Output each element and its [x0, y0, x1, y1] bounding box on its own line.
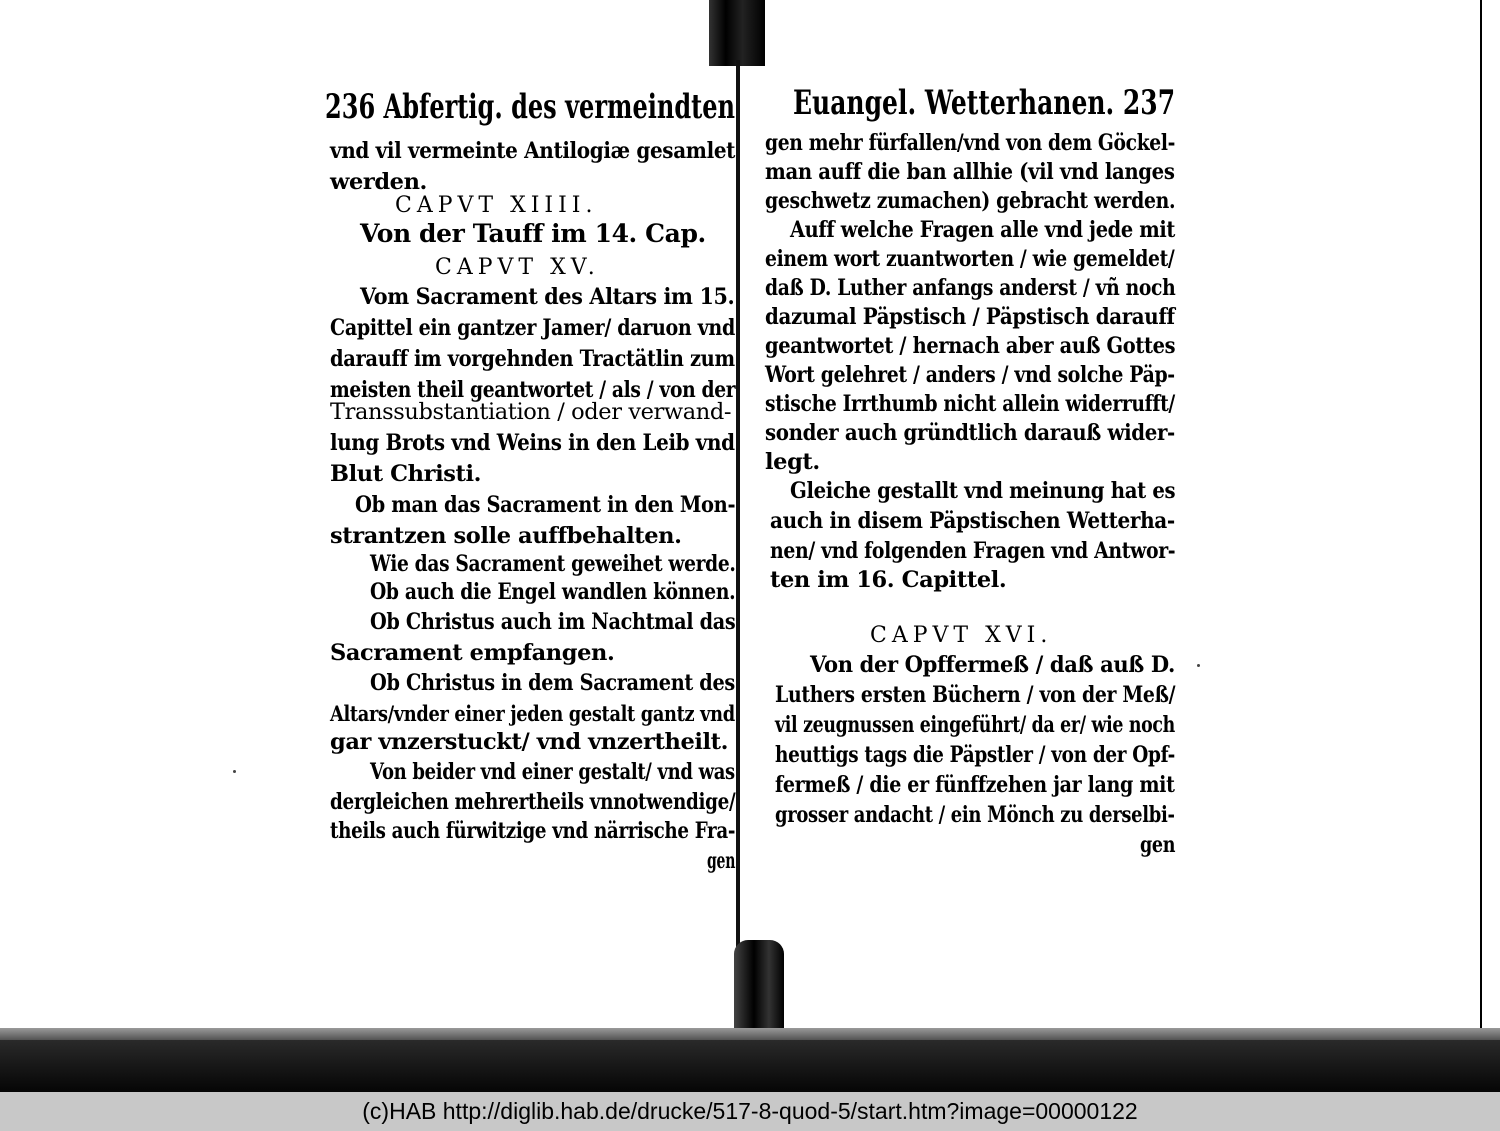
text-line: geantwortet / hernach aber auß Gottes [765, 333, 1176, 359]
scan-shadow [0, 1040, 1500, 1092]
text-line: Vom Sacrament des Altars im 15. [360, 284, 735, 310]
text-line: werden. [330, 169, 427, 195]
text-line: auch in disem Päpstischen Wetterha- [770, 508, 1175, 534]
text-line: einem wort zuantworten / wie gemeldet/ [765, 246, 1175, 272]
text-line: gen mehr fürfallen/vnd von dem Göckel- [765, 130, 1176, 156]
text-line: stische Irrthumb nicht allein widerrufft/ [765, 391, 1175, 417]
text-line: Ob man das Sacrament in den Mon- [355, 492, 736, 518]
text-line: Capittel ein gantzer Jamer/ daruon vnd [330, 315, 735, 341]
page-header: Euangel. Wetterhanen. 237 [793, 83, 1176, 123]
text-line: Gleiche gestallt vnd meinung hat es [790, 478, 1176, 504]
source-caption: (c)HAB http://diglib.hab.de/drucke/517-8-quod-5/start.htm?image=00000122 [0, 1092, 1500, 1131]
text-line: heuttigs tags die Päpstler / von der Opf- [775, 742, 1175, 768]
text-line: Altars/vnder einer jeden gestalt gantz vnd [330, 701, 735, 726]
scan-speck [233, 770, 236, 773]
text-line: man auff die ban allhie (vil vnd langes [765, 159, 1175, 185]
text-line: nen/ vnd folgenden Fragen vnd Antwor- [770, 538, 1176, 564]
text-line: Ob Christus auch im Nachtmal das [370, 609, 736, 635]
text-line: gar vnzerstuckt/ vnd vnzertheilt. [330, 729, 729, 755]
text-line: legt. [765, 449, 820, 475]
chapter-heading: CAPVT XVI. [870, 623, 1053, 648]
text-line: dazumal Päpstisch / Päpstisch darauff [765, 304, 1175, 330]
text-line: Transsubstantiation / oder verwand- [330, 399, 732, 425]
text-line: Wort gelehret / anders / vnd solche Päp- [765, 362, 1175, 388]
catchword: gen [1140, 832, 1176, 858]
text-line: vil zeugnussen eingeführt/ da er/ wie noch [775, 712, 1175, 738]
chapter-heading: CAPVT XV. [435, 255, 600, 280]
text-line: daß D. Luther anfangs anderst / vñ noch [765, 275, 1176, 301]
page-header: 236 Abfertig. des vermeindten [325, 87, 736, 127]
text-line: Von beider vnd einer gestalt/ vnd was [370, 759, 735, 785]
text-line: lung Brots vnd Weins in den Leib vnd [330, 430, 735, 456]
page-edge [1480, 0, 1500, 1040]
text-line: darauff im vorgehnden Tractätlin zum [330, 346, 735, 372]
text-line: Ob auch die Engel wandlen können. [370, 579, 736, 605]
chapter-heading: CAPVT XIIII. [395, 193, 598, 218]
text-line: Ob Christus in dem Sacrament des [370, 670, 735, 696]
text-line: Sacrament empfangen. [330, 640, 615, 666]
text-line: geschwetz zumachen) gebracht werden. [765, 188, 1176, 214]
text-line: Wie das Sacrament geweihet werde. [370, 551, 736, 577]
text-line: vnd vil vermeinte Antilogiæ gesamlet [330, 138, 736, 164]
chapter-title: Von der Tauff im 14. Cap. [360, 219, 706, 248]
text-line: ten im 16. Capittel. [770, 567, 1007, 593]
text-line: Auff welche Fragen alle vnd jede mit [790, 217, 1176, 243]
scan-speck [1197, 664, 1200, 667]
text-line: meisten theil geantwortet / als / von der [330, 377, 736, 403]
text-line: sonder auch gründtlich darauß wider- [765, 420, 1175, 446]
text-line: Luthers ersten Büchern / von der Meß/ [775, 682, 1176, 708]
spine-shadow-bottom [734, 940, 784, 1040]
spine-shadow-top [709, 0, 765, 66]
book-gutter [736, 60, 740, 960]
catchword: gen [707, 848, 736, 874]
text-line: Blut Christi. [330, 461, 482, 487]
text-line: fermeß / die er fünffzehen jar lang mit [775, 772, 1175, 798]
text-line: dergleichen mehrertheils vnnotwendige/ [330, 789, 736, 815]
text-line: Von der Opffermeß / daß auß D. [810, 652, 1175, 678]
text-line: strantzen solle auffbehalten. [330, 523, 682, 549]
text-line: theils auch fürwitzige vnd närrische Fra- [330, 818, 736, 844]
text-line: grosser andacht / ein Mönch zu derselbi- [775, 802, 1175, 828]
